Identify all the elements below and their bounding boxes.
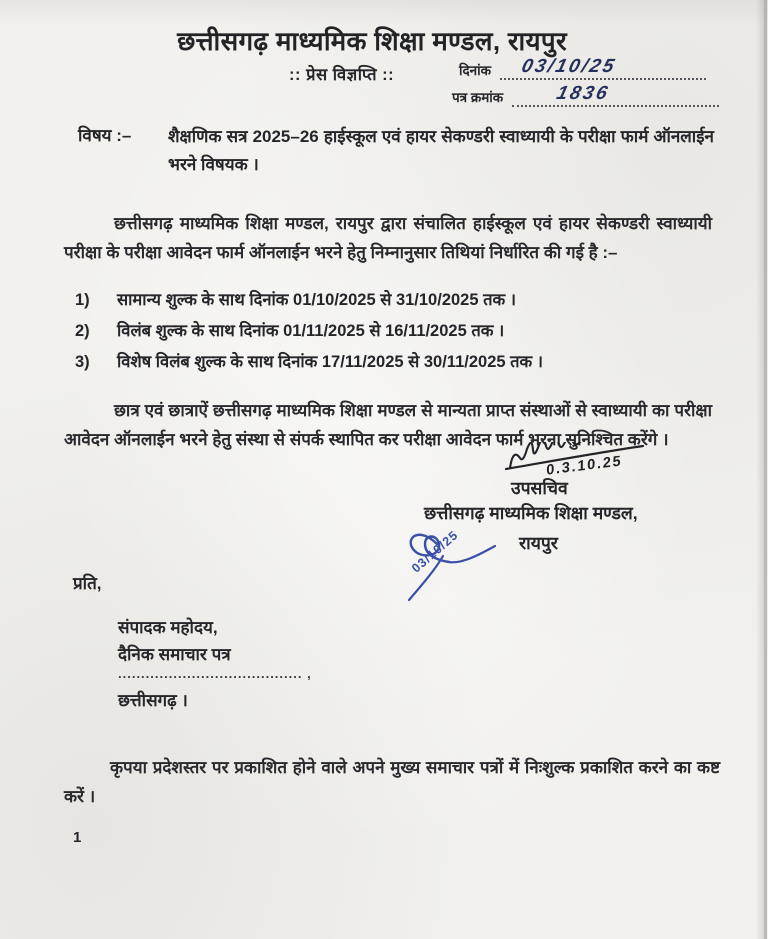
recipient-line-1: संपादक महोदय, (118, 618, 218, 637)
recipient-line-2: दैनिक समाचार पत्र (118, 645, 231, 664)
handwritten-sign-date-blue: 03/10/25 (409, 527, 461, 576)
list-item (75, 347, 715, 378)
letter-no-field (452, 85, 719, 107)
list-item-text: सामान्य शुल्क के साथ दिनांक 01/10/2025 से 31/10/2025 तक । (117, 291, 517, 309)
date-field (459, 58, 706, 80)
list-item-text: विशेष विलंब शुल्क के साथ दिनांक 17/11/2025 से 30/11/2025 तक । (117, 353, 544, 371)
scan-edge-shadow (756, 0, 764, 939)
date-label: दिनांक (459, 63, 492, 78)
page-number: 1 (73, 829, 82, 846)
list-item (75, 285, 715, 316)
handwritten-date: 03/10/25 (519, 56, 619, 77)
signatory-city: रायपुर (519, 533, 558, 553)
body-paragraph-2: छात्र एवं छात्राऐं छत्तीसगढ़ माध्यमिक शिक्षा मण्डल से मान्यता प्राप्त संस्थाओं से स्वाध्यायी का परीक्षा आवेदन ऑनलाईन भरने हेतु संस्था से संपर्क स्थापित कर परीक्षा आवेदन फार्म भरना सुनिश्चित करेंगे । (64, 401, 712, 449)
list-item-number: 1) (75, 291, 90, 309)
closing-paragraph: कृपया प्रदेशस्तर पर प्रकाशित होने वाले अपने मुख्य समाचार पत्रों में निःशुल्क प्रकाशित करने का कष्ट करें । (64, 758, 720, 806)
date-underline (500, 58, 706, 80)
list-item-number: 3) (75, 353, 90, 371)
org-title: छत्तीसगढ़ माध्यमिक शिक्षा मण्डल, रायपुर (177, 26, 567, 56)
handwritten-sign-date: 0.3.10.25 (546, 453, 623, 479)
list-item (75, 316, 715, 347)
letter-no-underline (512, 85, 719, 107)
list-item-text: विलंब शुल्क के साथ दिनांक 01/11/2025 से 16/11/2025 तक । (117, 322, 505, 340)
subject-text: शैक्षणिक सत्र 2025–26 हाईस्कूल एवं हायर सेकण्डरी स्वाध्यायी के परीक्षा फार्म ऑनलाईन भरने विषयक । (168, 127, 714, 174)
body-paragraph-1: छत्तीसगढ़ माध्यमिक शिक्षा मण्डल, रायपुर द्वारा संचालित हाईस्कूल एवं हायर सेकण्डरी स्वाध्यायी परीक्षा के परीक्षा आवेदन फार्म ऑनलाईन भरने हेतु निम्नानुसार तिथियां निर्धारित की गई है :– (64, 214, 712, 262)
to-label: प्रति, (73, 574, 102, 593)
signatory-designation: उपसचिव (511, 478, 568, 498)
handwritten-letter-no: 1836 (554, 83, 613, 104)
subject-label: विषय :– (78, 126, 132, 145)
signatory-org: छत्तीसगढ़ माध्यमिक शिक्षा मण्डल, (424, 503, 638, 523)
recipient-line-3: छत्तीसगढ़ । (118, 691, 188, 710)
press-note-heading: :: प्रेस विज्ञप्ति :: (289, 66, 395, 84)
subject-row (78, 123, 714, 179)
list-item-number: 2) (75, 322, 90, 340)
recipient-blank-line: ........................................ , (118, 666, 312, 681)
scan-edge-line (764, 0, 767, 939)
fee-date-list (75, 285, 715, 378)
letter-no-label: पत्र क्रमांक (452, 90, 504, 105)
